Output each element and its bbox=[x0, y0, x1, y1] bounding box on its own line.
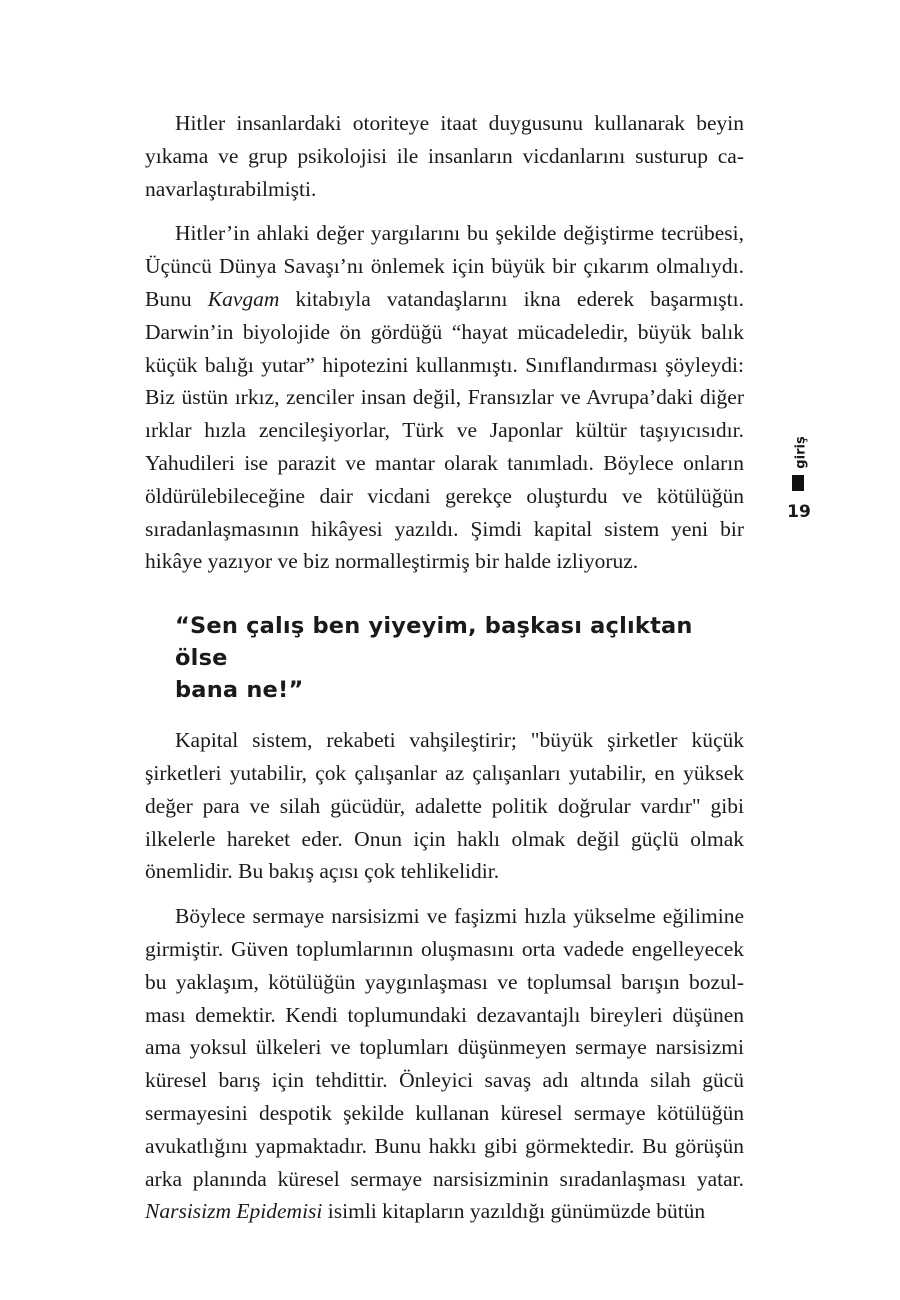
paragraph-1: Hitler insanlardaki otoriteye itaat duygusunu kullanarak beyin yıkama ve grup psikolojisi ile insanların vicdanlarını susturup canavarlaştırabilmişti. bbox=[145, 111, 744, 201]
paragraph-2 bbox=[145, 217, 744, 578]
paragraph-2-text-start: Hitler’in ahlaki değer yargılarını bu şekilde değiştirme tecrübesi, Üçüncü Dünya Savaşı’nı önlemek için büyük bir çıkarım olmalıydı. Bunu bbox=[145, 221, 744, 311]
paragraph-3: Kapital sistem, rekabeti vahşileştirir; "büyük şirketler küçük şirketleri yutabilir, çok çalışanlar az çalışanları yutabilir, en yüksek değer para ve silah gücüdür, adalette politik doğrular vardır" gibi ilkelerle hareket eder. Onun için haklı olmak değil güçlü olmak önemlidir. Bu bakış açısı çok tehlikelidir. bbox=[145, 728, 744, 884]
book-title-kavgam: Kavgam bbox=[207, 286, 280, 311]
section-heading-line-1: “Sen çalış ben yiyeyim, başkası açlıktan ölse bbox=[175, 613, 693, 672]
paragraph-2-text-end: kitabıyla vatandaşlarını ikna ederek başarmıştı. Darwin’in biyolojide ön gördüğü “hayat mücadeledir, büyük balık küçük balığı yutar” hipotezini kullanmıştı. Sınıflandırması şöyleydi: Biz üstün ırkız, zenciler insan değil, Fransızlar ve Avrupa’daki diğer ırklar hızla zencileşiyorlar, Türk ve Japonlar kültür taşıyıcısıdır. Yahudileri ise parazit ve mantar olarak tanımladı. Böylece onların öldürülebileceğine dair vicdani gerekçe oluşturdu ve kötülüğün sıradanlaşmasının hikâyesi yazıldı. Şimdi kapital sistem yeni bir hikâye yazıyor ve biz normalleştirmiş bir halde izliyoruz. bbox=[145, 286, 744, 574]
book-title-narsisizm-epidemisi: Narsisizm Epidemisi bbox=[145, 1199, 323, 1224]
paragraph-4-text-end: isimli kitapların yazıldığı günümüzde bütün bbox=[322, 1199, 706, 1224]
paragraph-4 bbox=[145, 900, 744, 1228]
section-label: giriş bbox=[793, 435, 809, 469]
page-body bbox=[145, 107, 744, 1240]
page-side-marker bbox=[785, 425, 815, 565]
page-number: 19 bbox=[787, 502, 811, 522]
section-heading bbox=[175, 610, 744, 706]
section-heading-line-2: bana ne!” bbox=[175, 677, 304, 704]
paragraph-4-text-start: Böylece sermaye narsisizmi ve faşizmi hızla yükselme eğilimine girmiştir. Güven toplumlarının oluşmasını orta vadede engelleyecek bu yaklaşım, kötülüğün yaygınlaşması ve toplumsal barışın bozulması demektir. Kendi toplumundaki dezavantajlı bireyleri düşünen ama yoksul ülkeleri ve toplumları düşünmeyen sermaye narsisizmi küresel barış için tehdittir. Önleyici savaş adı altında silah gücü sermayesini despotik şekilde kullanan küresel sermaye kötülüğün avukatlığını yapmaktadır. Bunu hakkı gibi görmektedir. Bu görüşün arka planında küresel sermaye narsisizminin sıradanlaşması yatar. bbox=[145, 904, 744, 1191]
section-bar-marker bbox=[792, 475, 804, 491]
